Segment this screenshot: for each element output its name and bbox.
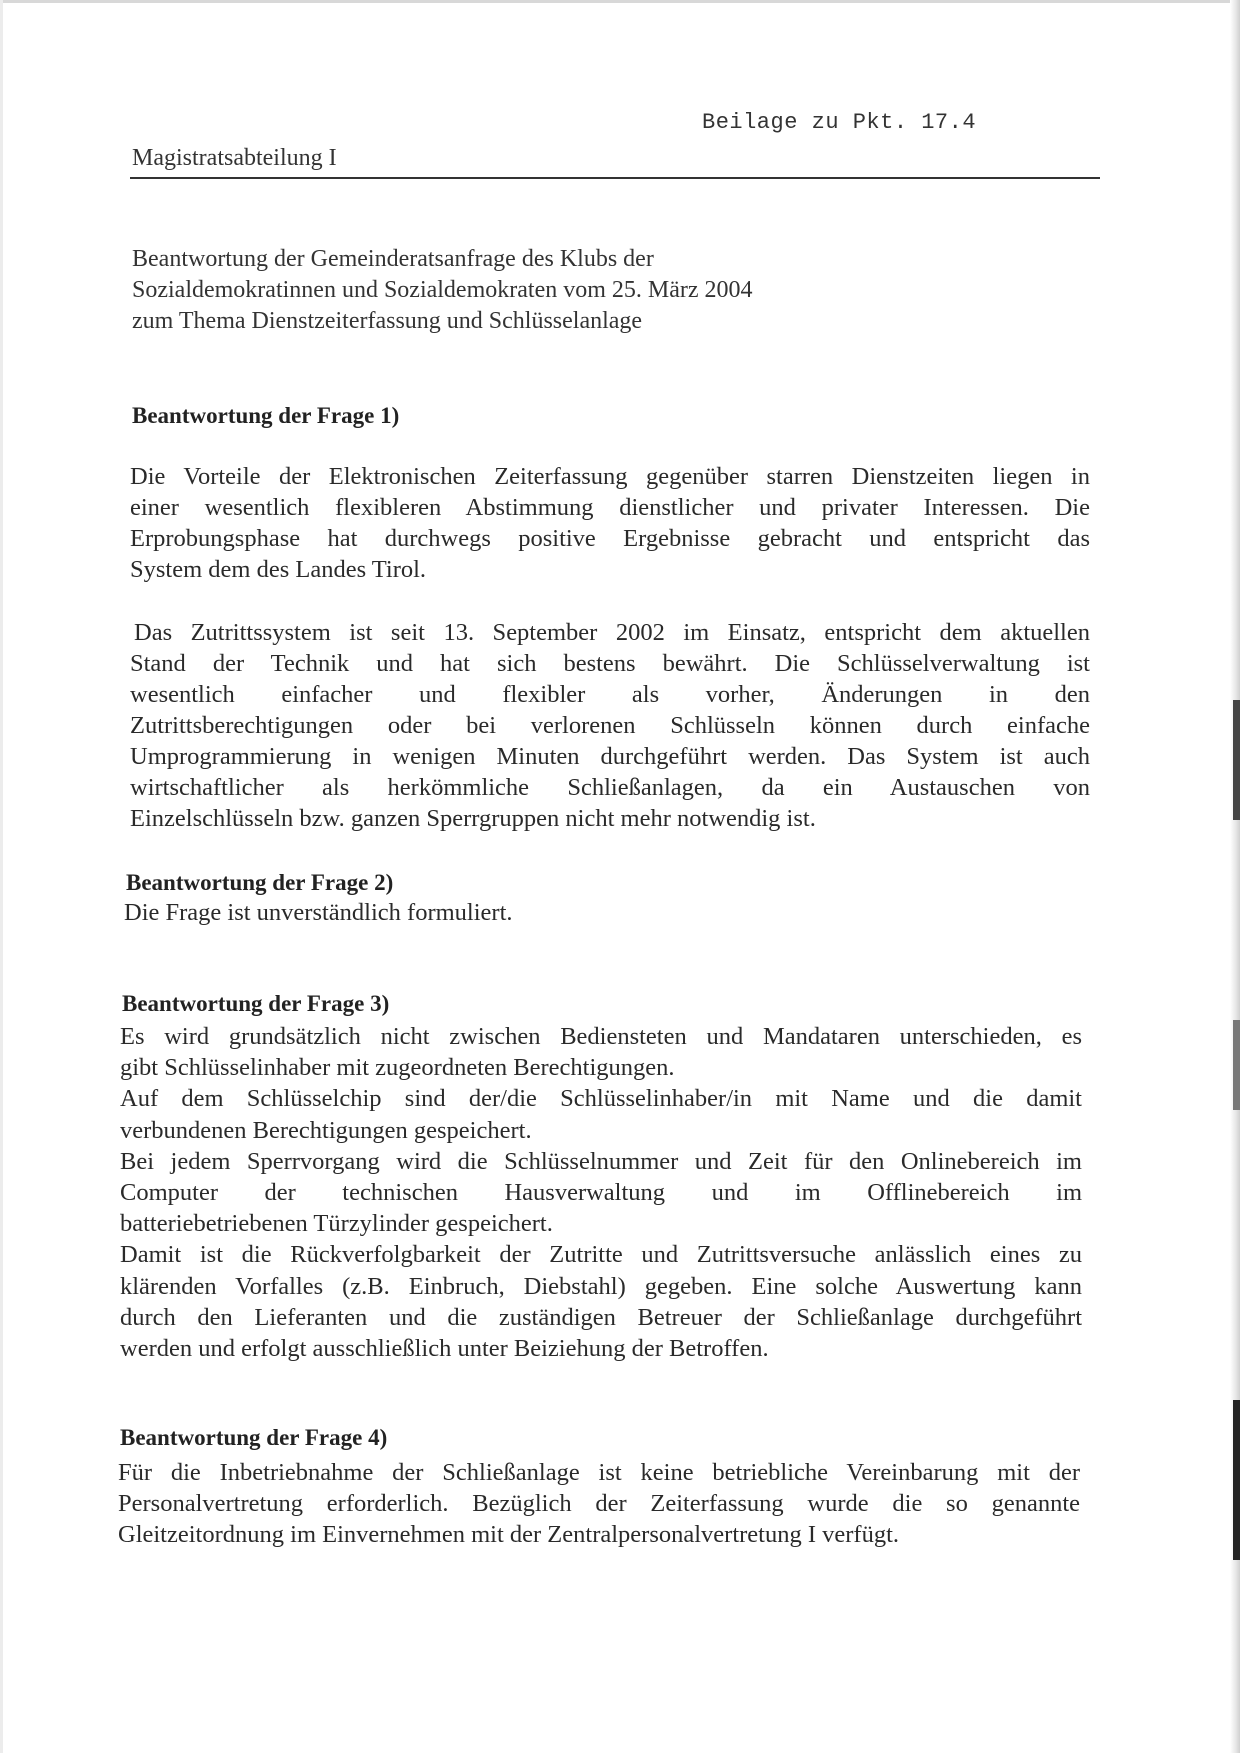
question-4-paragraph [118, 1457, 1080, 1550]
text-line: verbundenen Berechtigungen gespeichert. [120, 1116, 532, 1144]
subject-line: Sozialdemokratinnen und Sozialdemokraten vom 25. März 2004 [132, 277, 753, 303]
text-line: Die Frage ist unverständlich formuliert. [124, 899, 513, 926]
question-1-paragraph-1 [130, 461, 1090, 585]
text-line: Gleitzeitordnung im Einvernehmen mit der Zentralpersonalvertretung I verfügt. [118, 1521, 900, 1548]
text-line: wirtschaftlicher als herkömmliche Schließanlagen, da ein Austauschen von [130, 774, 1090, 801]
text-line: klärenden Vorfalles (z.B. Einbruch, Diebstahl) gegeben. Eine solche Auswertung kann [120, 1272, 1082, 1300]
question-2-heading: Beantwortung der Frage 2) [126, 870, 394, 895]
text-line: werden und erfolgt ausschließlich unter Beiziehung der Betroffen. [120, 1335, 769, 1363]
scan-edge-top [0, 0, 1240, 3]
text-line: Computer der technischen Hausverwaltung und im Offlinebereich im [120, 1179, 1082, 1207]
scan-dark-strip [1233, 1020, 1240, 1110]
text-line: Auf dem Schlüsselchip sind der/die Schlüsselinhaber/in mit Name und die damit [120, 1085, 1082, 1113]
scan-dark-strip [1233, 700, 1240, 820]
subject-line: zum Thema Dienstzeiterfassung und Schlüsselanlage [132, 308, 643, 334]
text-line: einer wesentlich flexibleren Abstimmung dienstlicher und privater Interessen. Die [130, 494, 1090, 521]
text-line: Die Vorteile der Elektronischen Zeiterfassung gegenüber starren Dienstzeiten liegen in [130, 463, 1090, 490]
text-line: Stand der Technik und hat sich bestens bewährt. Die Schlüsselverwaltung ist [130, 650, 1090, 677]
text-line: Es wird grundsätzlich nicht zwischen Bediensteten und Mandataren unterschieden, es [120, 1023, 1082, 1050]
question-2-paragraph [124, 897, 1084, 928]
question-1-heading: Beantwortung der Frage 1) [132, 403, 400, 428]
subject-line: Beantwortung der Gemeinderatsanfrage des Klubs der [132, 246, 654, 272]
text-line: System dem des Landes Tirol. [130, 556, 427, 583]
question-3-paragraph [120, 1021, 1082, 1364]
header-rule [130, 177, 1100, 179]
text-line: Zutrittsberechtigungen oder bei verlorenen Schlüsseln können durch einfache [130, 712, 1090, 739]
question-4-heading: Beantwortung der Frage 4) [120, 1425, 388, 1450]
text-line: Einzelschlüsseln bzw. ganzen Sperrgruppen nicht mehr notwendig ist. [130, 805, 816, 832]
department-name: Magistratsabteilung I [132, 145, 337, 171]
text-line: Bei jedem Sperrvorgang wird die Schlüsselnummer und Zeit für den Onlinebereich im [120, 1147, 1082, 1175]
text-line: Damit ist die Rückverfolgbarkeit der Zutritte und Zutrittsversuche anlässlich eines zu [120, 1241, 1082, 1269]
text-line: Umprogrammierung in wenigen Minuten durchgeführt werden. Das System ist auch [130, 743, 1090, 770]
text-line: Das Zutrittssystem ist seit 13. September 2002 im Einsatz, entspricht dem aktuellen [134, 619, 1090, 646]
text-line: Für die Inbetriebnahme der Schließanlage ist keine betriebliche Vereinbarung mit der [118, 1459, 1080, 1486]
text-line: gibt Schlüsselinhaber mit zugeordneten Berechtigungen. [120, 1054, 675, 1082]
text-line: wesentlich einfacher und flexibler als vorher, Änderungen in den [130, 681, 1090, 708]
scan-dark-strip [1233, 1400, 1240, 1560]
document-subject [132, 244, 1032, 337]
text-line: durch den Lieferanten und die zuständigen Betreuer der Schließanlage durchgeführt [120, 1303, 1082, 1331]
attachment-label: Beilage zu Pkt. 17.4 [702, 110, 977, 135]
question-1-paragraph-2 [130, 617, 1090, 834]
text-line: Personalvertretung erforderlich. Bezüglich der Zeiterfassung wurde die so genannte [118, 1490, 1080, 1517]
question-3-heading: Beantwortung der Frage 3) [122, 991, 390, 1016]
scan-edge-left [0, 0, 3, 1753]
text-line: batteriebetriebenen Türzylinder gespeichert. [120, 1210, 553, 1238]
text-line: Erprobungsphase hat durchwegs positive Ergebnisse gebracht und entspricht das [130, 525, 1090, 552]
